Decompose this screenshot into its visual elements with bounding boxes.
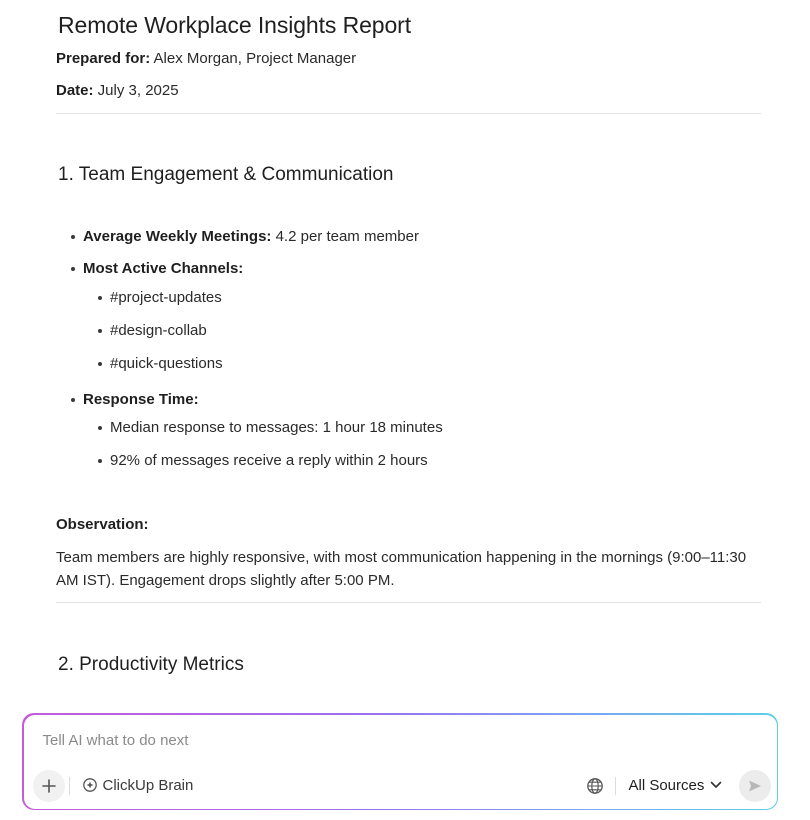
bullet-icon (98, 426, 102, 430)
brain-label: ClickUp Brain (102, 776, 194, 794)
response-text: 92% of messages receive a reply within 2 hours (110, 452, 428, 469)
prepared-for (56, 50, 356, 67)
bullet-icon (98, 362, 102, 366)
bullet-icon (98, 296, 102, 300)
bullet-icon (98, 459, 102, 463)
list-item-channels (71, 260, 243, 277)
response-label: Response Time: (83, 391, 199, 408)
clickup-brain-button[interactable] (82, 777, 194, 794)
add-button[interactable] (33, 770, 65, 802)
report-date (56, 82, 179, 99)
date-value: July 3, 2025 (93, 82, 179, 99)
globe-icon[interactable] (586, 777, 604, 795)
channel-name: #project-updates (110, 289, 222, 306)
section-heading-engagement: 1. Team Engagement & Communication (58, 164, 394, 185)
meetings-value: 4.2 per team member (271, 228, 419, 245)
brain-icon (82, 777, 98, 793)
channel-name: #design-collab (110, 322, 207, 339)
bullet-icon (71, 267, 75, 271)
channels-label: Most Active Channels: (83, 260, 244, 277)
list-item-meetings (71, 228, 419, 245)
ai-prompt-input[interactable]: Tell AI what to do next (42, 731, 189, 749)
divider (56, 113, 761, 114)
list-item-response (98, 452, 428, 469)
plus-icon (42, 779, 56, 793)
bullet-icon (98, 329, 102, 333)
section-heading-productivity: 2. Productivity Metrics (58, 654, 244, 675)
list-item-channel (98, 355, 223, 372)
list-item-response (98, 419, 443, 436)
divider (56, 602, 761, 603)
separator (615, 777, 616, 795)
send-button[interactable] (739, 770, 771, 802)
bullet-icon (71, 398, 75, 402)
list-item-response-time (71, 391, 199, 408)
sources-label: All Sources (628, 776, 705, 794)
ai-prompt-box (22, 713, 778, 810)
all-sources-dropdown[interactable] (629, 777, 723, 794)
channel-name: #quick-questions (110, 355, 223, 372)
observation-text: Team members are highly responsive, with most communication happening in the mornings (9:00–11:30 AM IST). Engagement drops slightly after 5:00 PM. (56, 549, 747, 589)
send-icon (747, 778, 763, 794)
page-title: Remote Workplace Insights Report (58, 12, 412, 38)
list-item-channel (98, 322, 207, 339)
date-label: Date: (56, 82, 94, 99)
separator (69, 777, 70, 795)
response-text: Median response to messages: 1 hour 18 minutes (110, 419, 443, 436)
bullet-icon (71, 235, 75, 239)
prepared-for-label: Prepared for: (56, 50, 151, 67)
observation-label: Observation: (56, 516, 149, 533)
list-item-channel (98, 289, 222, 306)
meetings-label: Average Weekly Meetings: (83, 228, 272, 245)
prepared-for-value: Alex Morgan, Project Manager (150, 50, 357, 67)
ai-prompt-inner (24, 715, 777, 809)
chevron-down-icon (710, 781, 722, 789)
